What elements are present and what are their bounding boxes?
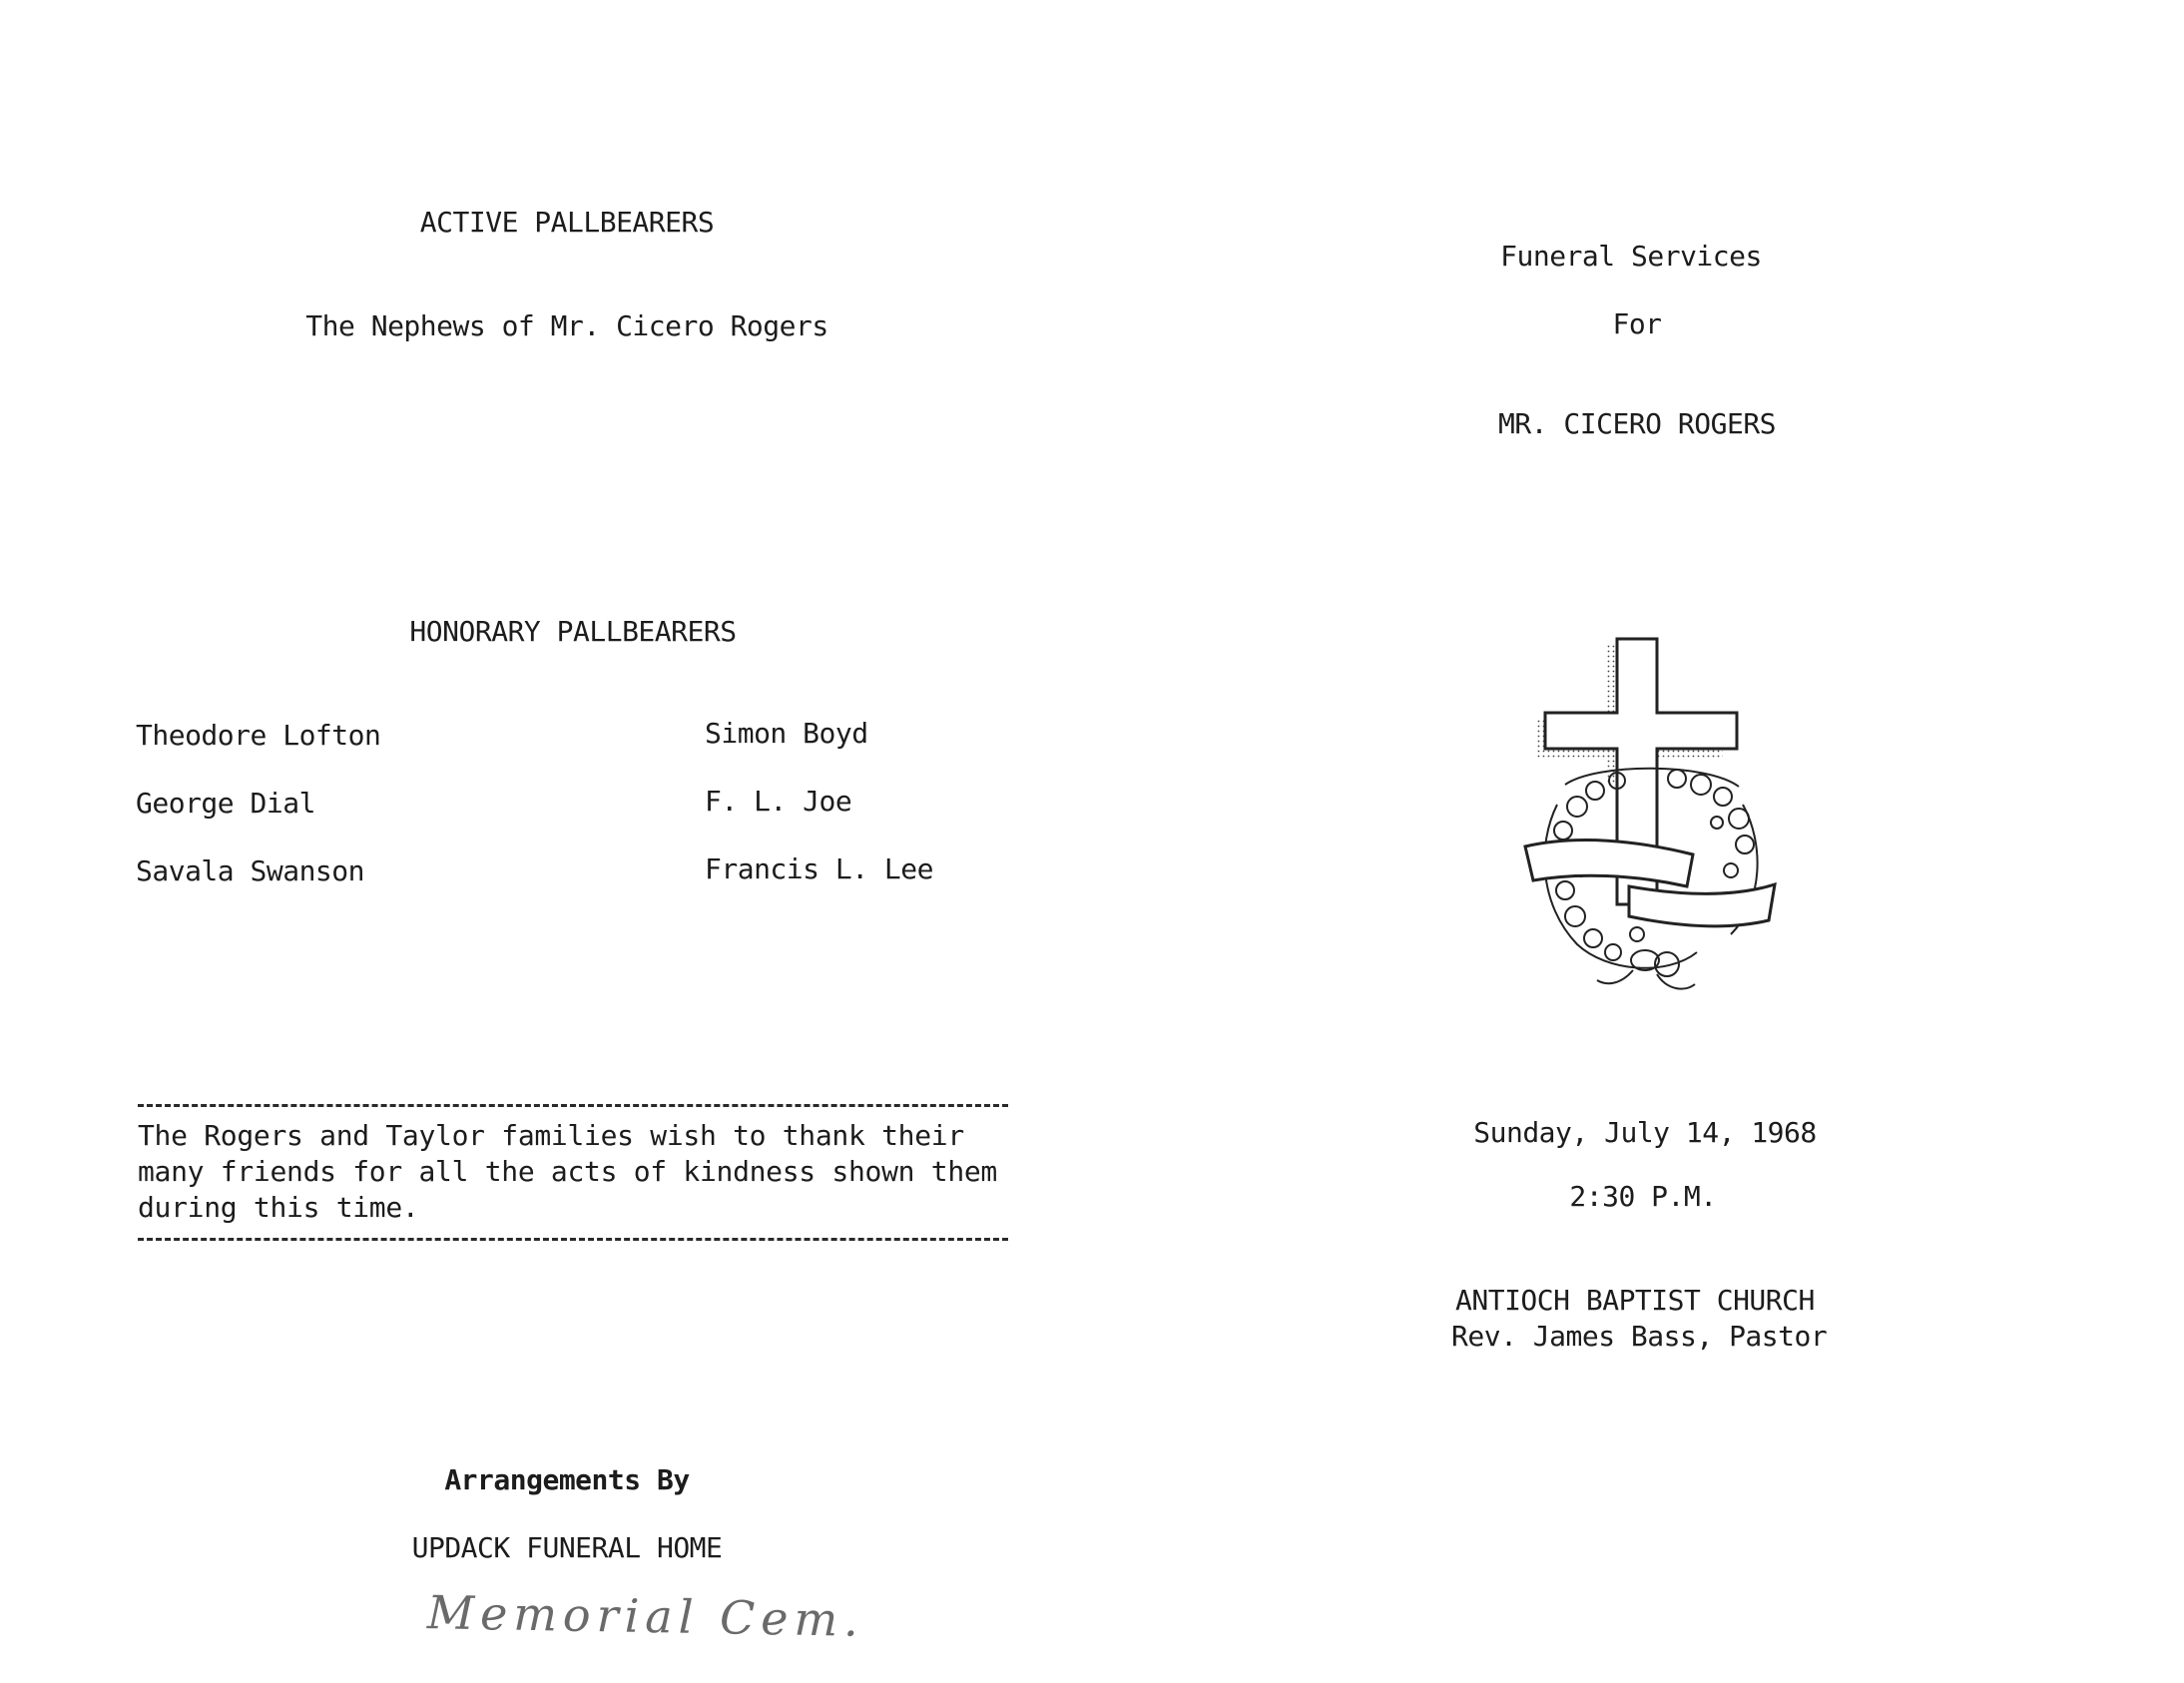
honorary-pallbearers-heading: HONORARY PALLBEARERS [409, 615, 737, 648]
funeral-home-name: UPDACK FUNERAL HOME [411, 1531, 723, 1564]
pallbearer-name: Francis L. Lee [705, 852, 934, 885]
program-title: Funeral Services [1500, 240, 1762, 273]
church-name: ANTIOCH BAPTIST CHURCH [1455, 1284, 1815, 1317]
cross-with-wreath-icon [1517, 635, 1787, 1004]
arrangements-label: Arrangements By [444, 1463, 690, 1496]
pallbearer-name: Theodore Lofton [136, 719, 381, 752]
pallbearer-name: Savala Swanson [136, 854, 365, 887]
acknowledgment-text: The Rogers and Taylor families wish to thank their many friends for all the acts of kindness shown them during this time. [138, 1119, 997, 1224]
program-right-page [1092, 0, 2184, 1683]
service-time: 2:30 P.M. [1569, 1180, 1717, 1213]
active-pallbearers-text: The Nephews of Mr. Cicero Rogers [305, 309, 828, 342]
acknowledgment-top-rule [138, 1104, 1008, 1107]
acknowledgment-bottom-rule [138, 1238, 1008, 1241]
service-date: Sunday, July 14, 1968 [1473, 1116, 1817, 1149]
handwritten-note: Memorial Cem. [426, 1585, 865, 1647]
active-pallbearers-heading: ACTIVE PALLBEARERS [419, 206, 715, 239]
pastor-name: Rev. James Bass, Pastor [1451, 1320, 1828, 1353]
pallbearer-name: F. L. Joe [705, 785, 852, 818]
pallbearer-name: Simon Boyd [705, 717, 868, 750]
program-title-for: For [1612, 307, 1662, 340]
pallbearer-name: George Dial [136, 787, 315, 820]
deceased-name: MR. CICERO ROGERS [1497, 407, 1777, 440]
